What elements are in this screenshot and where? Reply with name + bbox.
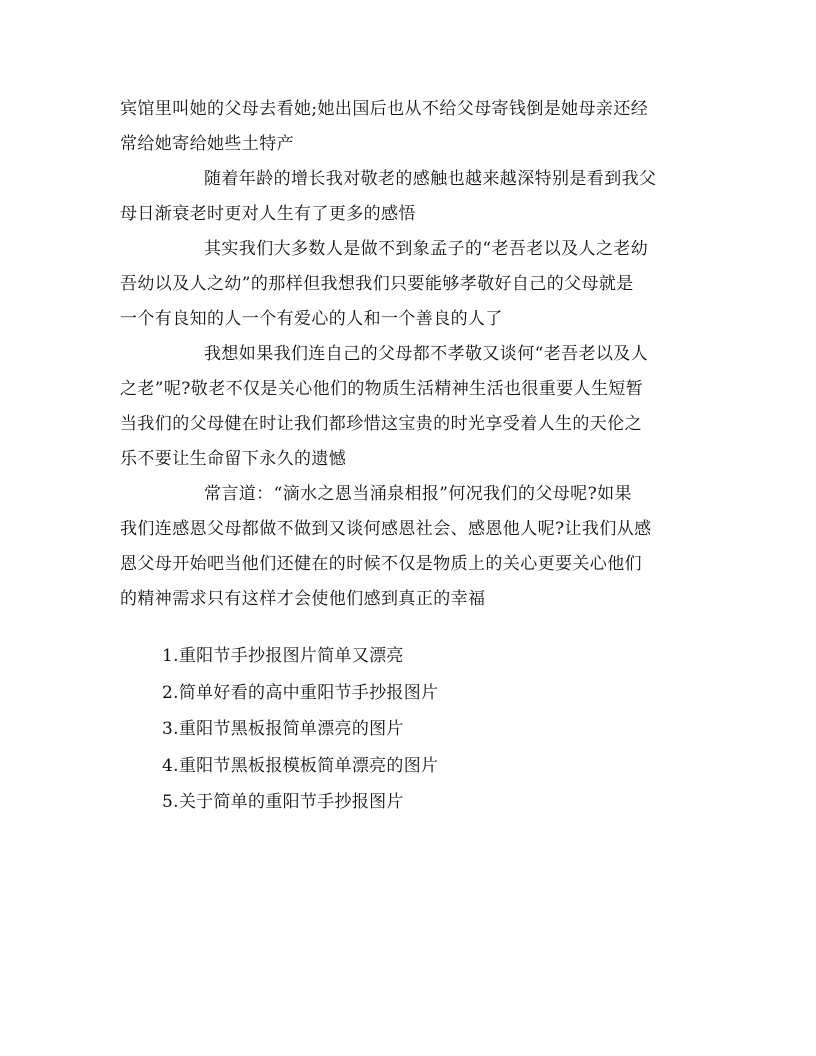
paragraph	[120, 232, 700, 337]
related-link[interactable]: 1.重阳节手抄报图片简单又漂亮	[162, 646, 404, 666]
text-line: 常给她寄给她些土特产	[120, 134, 294, 154]
text-line: 乐不要让生命留下永久的遗憾	[120, 449, 347, 469]
text-line: 其实我们大多数人是做不到象孟子的“老吾老以及人之老幼	[204, 239, 649, 259]
text-line: 的精神需求只有这样才会使他们感到真正的幸福	[120, 589, 486, 609]
related-links-list	[162, 638, 438, 821]
text-line: 我们连感恩父母都做不做到又谈何感恩社会、感恩他人呢?让我们从感	[120, 519, 652, 539]
text-line: 常言道：“滴水之恩当涌泉相报”何况我们的父母呢?如果	[204, 484, 632, 504]
text-line: 一个有良知的人一个有爱心的人和一个善良的人了	[120, 309, 503, 329]
text-line: 母日渐衰老时更对人生有了更多的感悟	[120, 204, 416, 224]
paragraph	[120, 337, 700, 477]
text-line: 之老”呢?敬老不仅是关心他们的物质生活精神生活也很重要人生短暂	[120, 379, 644, 399]
paragraph	[120, 162, 700, 232]
article-body	[120, 92, 700, 617]
related-link[interactable]: 2.简单好看的高中重阳节手抄报图片	[162, 682, 439, 703]
related-link[interactable]: 4.重阳节黑板报模板简单漂亮的图片	[162, 755, 439, 776]
related-link[interactable]: 3.重阳节黑板报简单漂亮的图片	[162, 719, 404, 739]
paragraph	[120, 92, 700, 162]
text-line: 随着年龄的增长我对敬老的感触也越来越深特别是看到我父	[204, 169, 657, 189]
text-line: 恩父母开始吧当他们还健在的时候不仅是物质上的关心更要关心他们	[120, 554, 642, 574]
text-line: 当我们的父母健在时让我们都珍惜这宝贵的时光享受着人生的天伦之	[120, 414, 642, 434]
text-line: 宾馆里叫她的父母去看她;她出国后也从不给父母寄钱倒是她母亲还经	[120, 99, 649, 119]
paragraph	[120, 477, 700, 617]
related-link[interactable]: 5.关于简单的重阳节手抄报图片	[162, 792, 404, 812]
text-line: 我想如果我们连自己的父母都不孝敬又谈何“老吾老以及人	[204, 344, 649, 364]
text-line: 吾幼以及人之幼”的那样但我想我们只要能够孝敬好自己的父母就是	[120, 274, 634, 294]
